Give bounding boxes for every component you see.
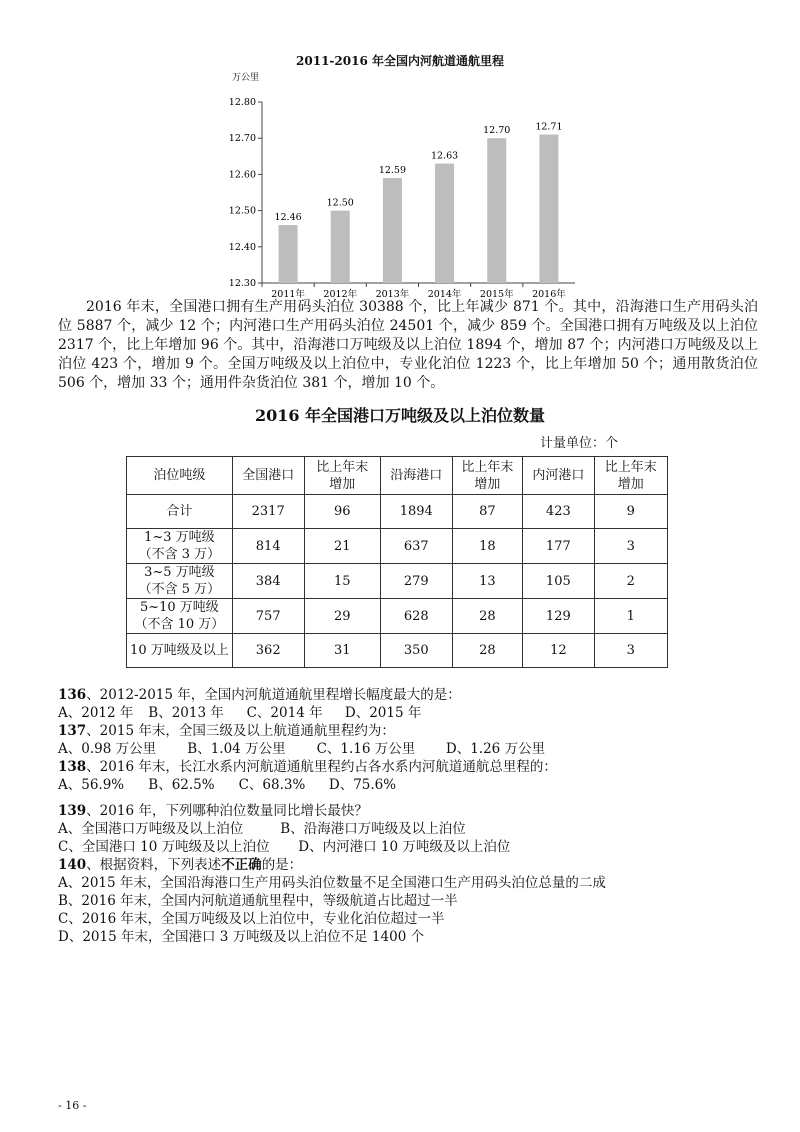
table-cell: 12 [523, 634, 595, 668]
y-tick-label: 12.40 [228, 241, 256, 253]
bar [435, 164, 454, 283]
table-cell: 350 [380, 634, 452, 668]
option-a: A、2015 年末，全国沿海港口生产用码头泊位数量不足全国港口生产用码头泊位总量的二成 [58, 875, 606, 891]
chart-title: 2011-2016 年全国内河航道通航里程 [296, 54, 504, 68]
table-cell: 15 [304, 564, 380, 599]
question-137 [58, 722, 758, 758]
option-d: D、内河港口 10 万吨级及以上泊位 [298, 839, 511, 855]
question-140 [58, 856, 758, 946]
table-cell: 423 [523, 495, 595, 529]
header-cell: 比上年末增加 [594, 457, 667, 495]
data-label: 12.46 [274, 212, 302, 224]
option-a: A、56.9% [58, 777, 125, 793]
body-paragraph: 2016 年末，全国港口拥有生产用码头泊位 30388 个，比上年减少 871 个。其中，沿海港口生产用码头泊位 5887 个，减少 12 个；内河港口生产用码头泊位 24501 个，减少 859 个。全国港口拥有万吨级及以上泊位 2317 个，比上年增加 96 个。其中，沿海港口万吨级及以上泊位 1894 个，增加 87 个；内河港口万吨级及以上泊位 423 个，增加 9 个。全国万吨级及以上泊位中，专业化泊位 1223 个，比上年增加 50 个；通用散货泊位 506 个，增加 33 个；通用件杂货泊位 381 个，增加 10 个。 [58, 299, 758, 391]
option-d: D、75.6% [328, 777, 397, 793]
page-number: - 16 - [58, 1099, 87, 1112]
option-b: B、2016 年末，全国内河航道通航里程中，等级航道占比超过一半 [58, 893, 458, 909]
option-a: A、全国港口万吨级及以上泊位 [58, 821, 244, 837]
question-stem: 、2016 年，下列哪种泊位数量同比增长最快？ [86, 803, 368, 819]
table-cell: 2317 [232, 495, 304, 529]
question-stem: 、2016 年末，长江水系内河航道通航里程约占各水系内河航道通航总里程的： [86, 759, 557, 775]
x-tick-label: 2015年 [479, 289, 514, 300]
header-cell: 比上年末增加 [304, 457, 380, 495]
table-cell: 2 [594, 564, 667, 599]
option-b: B、2013 年 [148, 705, 224, 721]
table-cell: 28 [452, 599, 522, 634]
option-c: C、2016 年末，全国万吨级及以上泊位中，专业化泊位超过一半 [58, 911, 445, 927]
header-cell: 沿海港口 [380, 457, 452, 495]
option-a: A、0.98 万公里 [58, 741, 157, 757]
y-tick-label: 12.60 [228, 169, 256, 181]
data-label: 12.63 [430, 150, 459, 162]
data-label: 12.59 [378, 165, 407, 177]
question-136 [58, 686, 758, 722]
row-label: 5~10 万吨级 （不含 10 万） [127, 599, 233, 634]
data-label: 12.71 [535, 121, 563, 133]
option-b: B、62.5% [148, 777, 215, 793]
x-tick-label: 2011年 [271, 289, 305, 300]
y-tick-label: 12.70 [228, 133, 256, 145]
table-unit: 计量单位：个 [540, 436, 619, 451]
table-cell: 362 [232, 634, 304, 668]
table-title: 2016 年全国港口万吨级及以上泊位数量 [254, 406, 546, 425]
table-cell: 177 [523, 529, 595, 564]
table-cell: 3 [594, 634, 667, 668]
x-tick-label: 2013年 [375, 289, 410, 300]
question-139 [58, 802, 758, 856]
data-label: 12.70 [483, 125, 511, 137]
table-cell: 31 [304, 634, 380, 668]
table-cell: 1 [594, 599, 667, 634]
x-tick-label: 2014年 [427, 289, 462, 300]
berth-table [126, 456, 668, 668]
table-cell: 628 [380, 599, 452, 634]
question-number: 136 [58, 687, 87, 703]
header-cell: 比上年末增加 [452, 457, 522, 495]
question-number: 140 [58, 857, 87, 873]
question-stem-emphasis: 不正确 [221, 857, 262, 873]
bars [262, 122, 566, 300]
table-cell: 384 [232, 564, 304, 599]
option-d: D、2015 年 [344, 705, 422, 721]
table-cell: 637 [380, 529, 452, 564]
row-label: 3~5 万吨级 （不含 5 万） [127, 564, 233, 599]
option-c: C、全国港口 10 万吨级及以上泊位 [58, 839, 270, 855]
y-tick-label: 12.30 [228, 278, 256, 289]
table-cell: 105 [523, 564, 595, 599]
table-cell: 3 [594, 529, 667, 564]
option-b: B、沿海港口万吨级及以上泊位 [280, 821, 466, 837]
row-label: 1~3 万吨级 （不含 3 万） [127, 529, 233, 564]
table-cell: 757 [232, 599, 304, 634]
bar [383, 178, 402, 283]
table-row [127, 634, 668, 668]
table-row [127, 599, 668, 634]
option-c: C、68.3% [238, 777, 306, 793]
table-header-row [127, 457, 668, 495]
table-cell: 96 [304, 495, 380, 529]
table-cell: 9 [594, 495, 667, 529]
header-cell: 泊位吨级 [127, 457, 233, 495]
table-cell: 13 [452, 564, 522, 599]
table-cell: 814 [232, 529, 304, 564]
y-tick-label: 12.80 [228, 97, 256, 108]
bar [331, 211, 350, 283]
question-138 [58, 758, 758, 794]
option-d: D、1.26 万公里 [445, 741, 546, 757]
question-stem-end: 的是： [261, 857, 303, 873]
option-c: C、2014 年 [246, 705, 323, 721]
table-row [127, 529, 668, 564]
header-cell: 全国港口 [232, 457, 304, 495]
table-cell: 1894 [380, 495, 452, 529]
table-cell: 18 [452, 529, 522, 564]
bar [279, 225, 298, 283]
row-label: 10 万吨级及以上 [127, 634, 233, 668]
table-cell: 87 [452, 495, 522, 529]
option-a: A、2012 年 [58, 705, 134, 721]
bar [487, 138, 506, 283]
option-d: D、2015 年末，全国港口 3 万吨级及以上泊位不足 1400 个 [58, 929, 425, 945]
table-cell: 28 [452, 634, 522, 668]
table-row [127, 495, 668, 529]
x-tick-label: 2012年 [323, 289, 358, 300]
option-b: B、1.04 万公里 [187, 741, 286, 757]
question-stem: 、根据资料，下列表述 [86, 857, 222, 873]
question-number: 137 [58, 723, 87, 739]
row-label: 合计 [127, 495, 233, 529]
x-tick-label: 2016年 [532, 289, 566, 300]
bar [539, 135, 558, 283]
table-cell: 129 [523, 599, 595, 634]
table-cell: 279 [380, 564, 452, 599]
bar-chart [220, 62, 580, 300]
option-c: C、1.16 万公里 [316, 741, 416, 757]
question-number: 139 [58, 803, 87, 819]
data-label: 12.50 [326, 197, 354, 209]
question-stem: 、2015 年末，全国三级及以上航道通航里程约为： [86, 723, 395, 739]
table-row [127, 564, 668, 599]
table-cell: 21 [304, 529, 380, 564]
table-cell: 29 [304, 599, 380, 634]
y-tick-label: 12.50 [228, 205, 256, 217]
y-axis-label: 万公里 [232, 73, 260, 83]
header-cell: 内河港口 [523, 457, 595, 495]
question-number: 138 [58, 759, 87, 775]
question-stem: 、2012-2015 年，全国内河航道通航里程增长幅度最大的是： [86, 687, 461, 703]
